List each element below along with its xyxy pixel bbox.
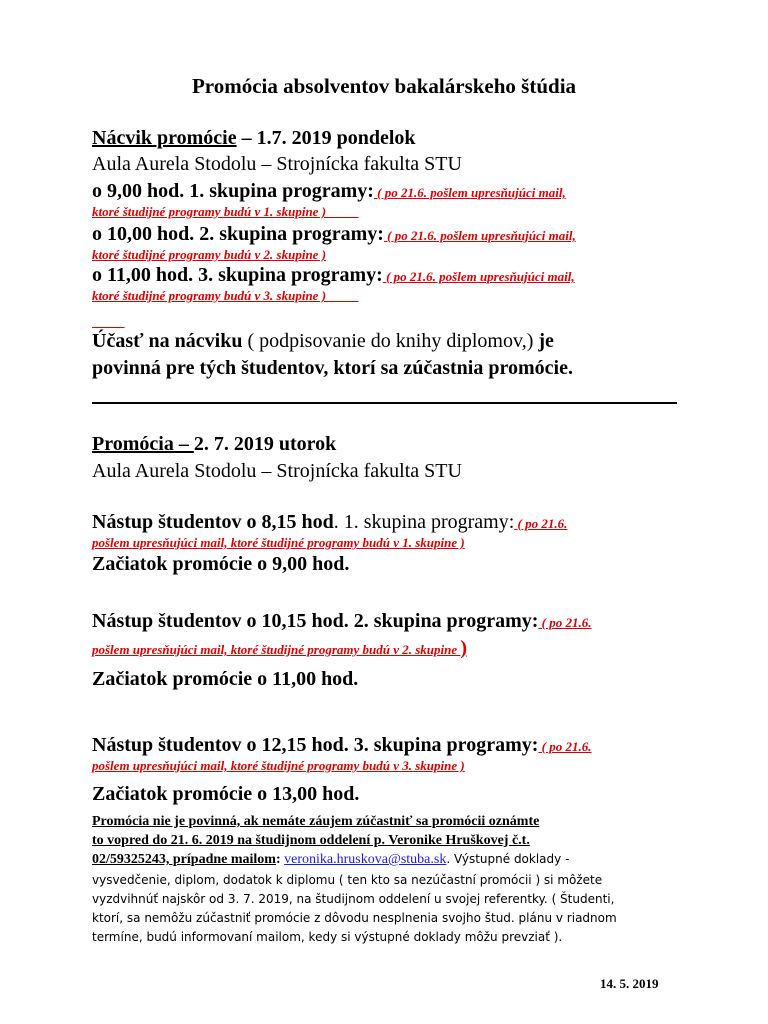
promocia-group-1-zaciatok: Začiatok promócie o 9,00 hod. — [92, 553, 350, 575]
email-link[interactable]: veronika.hruskova@stuba.sk — [284, 852, 447, 867]
nacvik-group-2-note-a: ( po 21.6. pošlem upresňujúci mail, — [383, 228, 576, 243]
promocia-group-3-nastup — [92, 735, 592, 755]
nacvik-group-2-note-b: ktoré študijné programy budú v 2. skupine ) — [92, 247, 327, 262]
nacvik-group-3-note-b: ktoré študijné programy budú v 3. skupine ) — [92, 288, 359, 303]
notice-line-5: vyzdvihnúť najskôr od 3. 7. 2019, na študijnom oddelení u svojej referentky. ( Študenti, — [92, 892, 615, 906]
promocia-group-3-note-line — [92, 758, 465, 774]
promocia-group-2-note-a: ( po 21.6. — [538, 615, 592, 630]
nacvik-ucast-b: ( podpisovanie do knihy diplomov,) — [242, 330, 539, 352]
nacvik-place: Aula Aurela Stodolu – Strojnícka fakulta STU — [92, 153, 462, 175]
promocia-group-2-zaciatok: Začiatok promócie o 11,00 hod. — [92, 668, 359, 690]
nacvik-blank-underline — [92, 314, 125, 330]
nacvik-ucast-a: Účasť na nácviku — [92, 330, 243, 352]
promocia-group-2-nastup-a: Nástup študentov o 10,15 hod. 2. skupina programy: — [92, 610, 539, 632]
notice-line-3 — [92, 853, 569, 867]
nacvik-heading-label: Nácvik promócie — [92, 127, 237, 149]
nacvik-group-3-time: o 11,00 hod. 3. skupina programy: — [92, 264, 383, 286]
promocia-group-2-note-close: ) — [460, 637, 468, 659]
promocia-group-1-nastup-a: Nástup študentov o 8,15 hod — [92, 511, 334, 533]
notice-phone: 02/59325243, prípadne mailom — [92, 852, 276, 867]
notice-line-6: ktorí, sa nemôžu zúčastniť promócie z dôvodu nesplnenia svojho štud. plánu v riadnom — [92, 911, 617, 925]
section-divider — [92, 402, 677, 404]
nacvik-group-1-note-line — [92, 204, 359, 220]
notice-line-1: Promócia nie je povinná, ak nemáte záujem zúčastniť sa promócii oznámte — [92, 814, 540, 829]
promocia-group-3-note-a: ( po 21.6. — [538, 739, 592, 754]
promocia-group-1-nastup-b: . 1. skupina programy: — [333, 511, 515, 533]
nacvik-group-1-note-b: ktoré študijné programy budú v 1. skupine ) — [92, 204, 359, 219]
nacvik-ucast — [92, 331, 554, 351]
nacvik-group-1-time: o 9,00 hod. 1. skupina programy: — [92, 180, 374, 202]
notice-colon: : — [275, 852, 285, 867]
promocia-place: Aula Aurela Stodolu – Strojnícka fakulta STU — [92, 460, 462, 482]
nacvik-blank-underline-text — [92, 314, 125, 329]
nacvik-group-2 — [92, 224, 576, 244]
nacvik-group-2-time: o 10,00 hod. 2. skupina programy: — [92, 223, 384, 245]
nacvik-heading — [92, 128, 416, 148]
nacvik-group-1 — [92, 181, 566, 201]
promocia-heading — [92, 434, 336, 454]
nacvik-ucast-c: je — [538, 330, 554, 352]
page-title: Promócia absolventov bakalárskeho štúdia — [191, 74, 577, 98]
promocia-group-3-nastup-a: Nástup študentov o 12,15 hod. 3. skupina programy: — [92, 734, 539, 756]
promocia-heading-date: 2. 7. 2019 utorok — [193, 433, 337, 455]
notice-line-4: vysvedčenie, diplom, dodatok k diplomu ( ten kto sa nezúčastní promócii ) si môžete — [92, 873, 603, 887]
promocia-group-2-nastup — [92, 611, 592, 631]
promocia-heading-label: Promócia – — [92, 433, 194, 455]
nacvik-group-3-note-a: ( po 21.6. pošlem upresňujúci mail, — [382, 269, 575, 284]
promocia-group-3-zaciatok: Začiatok promócie o 13,00 hod. — [92, 783, 360, 805]
nacvik-group-1-note-a: ( po 21.6. pošlem upresňujúci mail, — [373, 185, 566, 200]
promocia-group-1-note-line — [92, 535, 465, 551]
promocia-group-2-note-b: pošlem upresňujúci mail, ktoré študijné programy budú v 2. skupine — [92, 642, 461, 657]
notice-line-7: termíne, budú informovaní mailom, kedy si výstupné doklady môžu prevziať ). — [92, 930, 563, 944]
nacvik-group-3 — [92, 265, 575, 285]
promocia-group-1-note-b: pošlem upresňujúci mail, ktoré študijné programy budú v 1. skupine ) — [92, 535, 465, 550]
notice-line-3-rest: . Výstupné doklady - — [446, 852, 570, 866]
nacvik-ucast-line2: povinná pre tých študentov, ktorí sa zúčastnia promócie. — [92, 357, 573, 379]
notice-line-2: to vopred do 21. 6. 2019 na študijnom oddelení p. Veronike Hruškovej č.t. — [92, 833, 530, 848]
nacvik-heading-date: – 1.7. 2019 pondelok — [236, 127, 416, 149]
promocia-group-1-nastup — [92, 512, 567, 532]
promocia-group-3-note-b: pošlem upresňujúci mail, ktoré študijné programy budú v 3. skupine ) — [92, 758, 465, 773]
promocia-group-1-note-a: ( po 21.6. — [514, 516, 568, 531]
promocia-group-2-note-line — [92, 638, 467, 658]
nacvik-group-2-note-line — [92, 247, 326, 263]
document-date: 14. 5. 2019 — [600, 976, 659, 991]
nacvik-group-3-note-line — [92, 288, 359, 304]
